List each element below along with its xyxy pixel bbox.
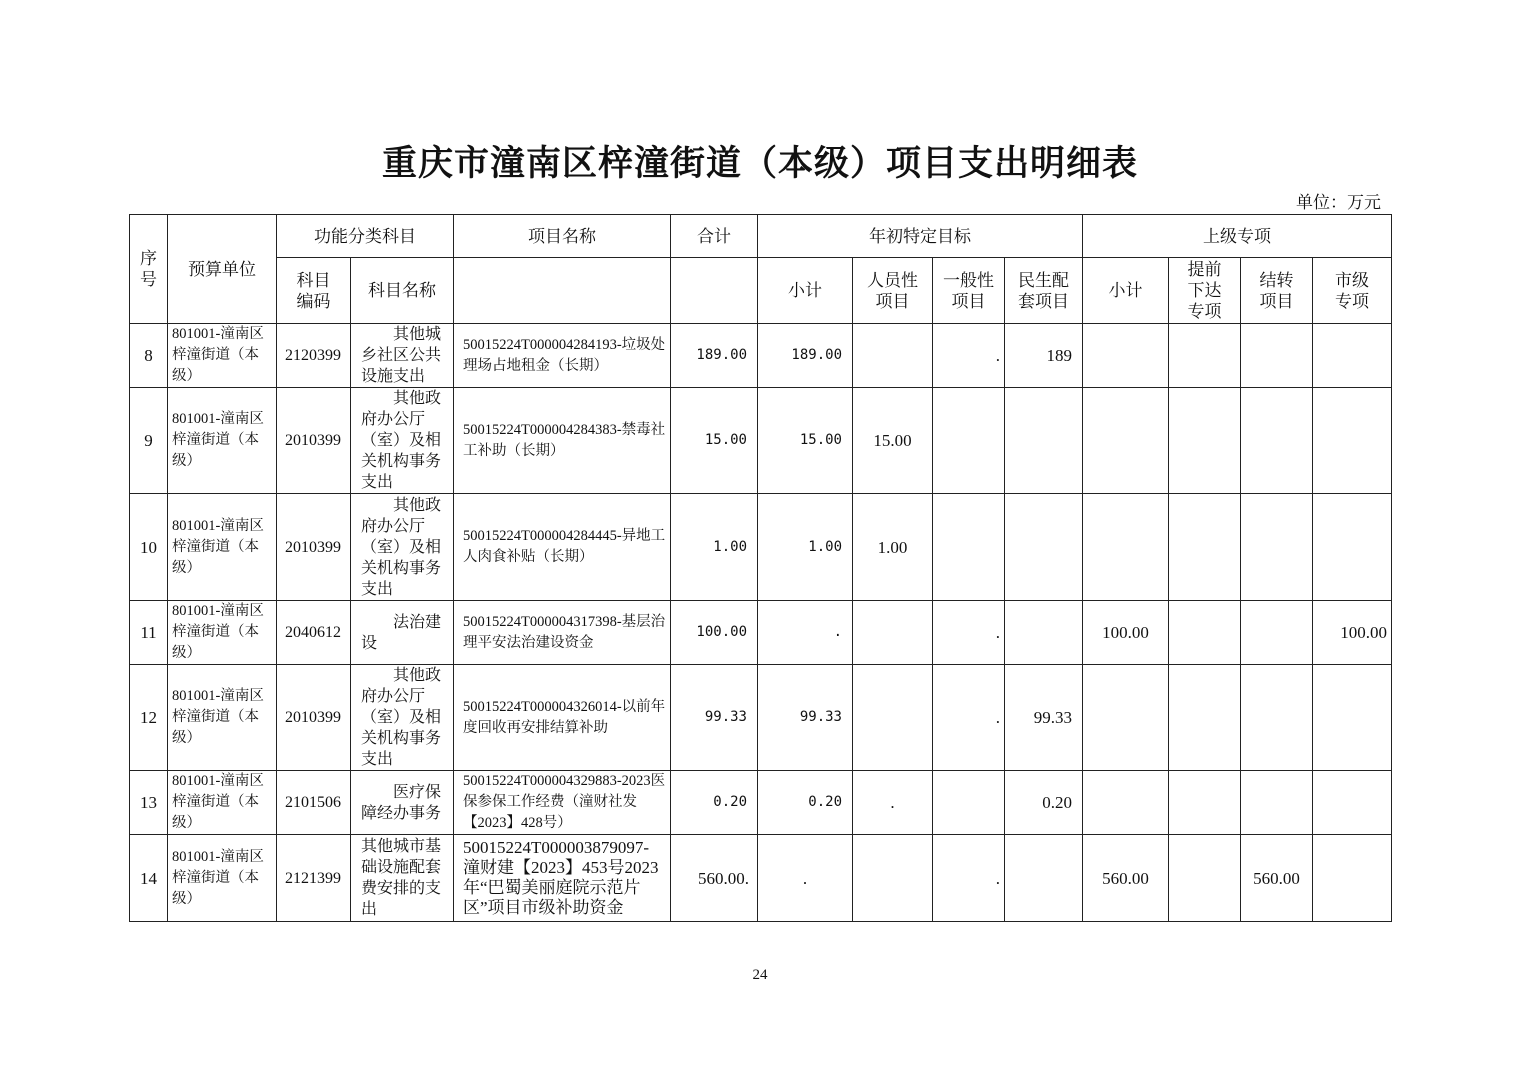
- row-special-subtotal: 15.00: [758, 388, 853, 494]
- row-carryover: [1241, 665, 1313, 771]
- row-upper-subtotal: [1083, 388, 1169, 494]
- row-project-name: 50015224T000004284383-禁毒社工补助（长期）: [454, 388, 671, 494]
- row-budget-unit: 801001-潼南区梓潼街道（本级）: [168, 665, 277, 771]
- row-city: [1313, 835, 1392, 922]
- row-subject-code: 2120399: [277, 324, 351, 388]
- row-total: 100.00: [671, 601, 758, 665]
- row-city: [1313, 388, 1392, 494]
- row-subject-name: 法治建设: [351, 601, 454, 665]
- row-carryover: [1241, 494, 1313, 601]
- page-number: 24: [752, 967, 768, 983]
- row-project-name: 50015224T000004329883-2023医保参保工作经费（潼财社发【2023】428号）: [454, 771, 671, 835]
- row-special-subtotal: 1.00: [758, 494, 853, 601]
- header-upper-special: 上级专项: [1083, 215, 1392, 258]
- row-city: [1313, 494, 1392, 601]
- row-subject-code: 2010399: [277, 665, 351, 771]
- row-livelihood: [1005, 494, 1083, 601]
- header-advance: 提前下达专项: [1169, 258, 1241, 324]
- row-carryover: [1241, 601, 1313, 665]
- table-row: [130, 771, 1392, 835]
- row-general: [933, 494, 1005, 601]
- row-seq: 13: [130, 771, 168, 835]
- row-subject-code: 2040612: [277, 601, 351, 665]
- row-advance: [1169, 601, 1241, 665]
- row-city: 100.00: [1313, 601, 1392, 665]
- row-total: 189.00: [671, 324, 758, 388]
- row-personnel: 1.00: [853, 494, 933, 601]
- project-expenditure-table: [129, 214, 1392, 922]
- row-city: [1313, 665, 1392, 771]
- row-total: 1.00: [671, 494, 758, 601]
- row-personnel: .: [853, 771, 933, 835]
- row-general: [933, 771, 1005, 835]
- header-livelihood: 民生配套项目: [1005, 258, 1083, 324]
- row-subject-name: 其他城市基础设施配套费安排的支出: [351, 835, 454, 922]
- row-budget-unit: 801001-潼南区梓潼街道（本级）: [168, 324, 277, 388]
- row-upper-subtotal: 560.00: [1083, 835, 1169, 922]
- header-upper-subtotal: 小计: [1083, 258, 1169, 324]
- table-row: [130, 601, 1392, 665]
- row-project-name: 50015224T000004284193-垃圾处理场占地租金（长期）: [454, 324, 671, 388]
- header-subject-name: 科目名称: [351, 258, 454, 324]
- row-project-name: 50015224T000004317398-基层治理平安法治建设资金: [454, 601, 671, 665]
- header-special-subtotal: 小计: [758, 258, 853, 324]
- table-row: [130, 835, 1392, 922]
- row-special-subtotal: .: [758, 601, 853, 665]
- row-general: .: [933, 665, 1005, 771]
- header-project-name: 项目名称: [454, 215, 671, 258]
- row-personnel: 15.00: [853, 388, 933, 494]
- row-total: 0.20: [671, 771, 758, 835]
- row-project-name: 50015224T000003879097-潼财建【2023】453号2023年“巴蜀美丽庭院示范片区”项目市级补助资金: [454, 835, 671, 922]
- row-general: .: [933, 835, 1005, 922]
- row-city: [1313, 324, 1392, 388]
- header-personnel: 人员性项目: [853, 258, 933, 324]
- row-upper-subtotal: [1083, 665, 1169, 771]
- row-personnel: [853, 665, 933, 771]
- row-budget-unit: 801001-潼南区梓潼街道（本级）: [168, 835, 277, 922]
- row-upper-subtotal: [1083, 771, 1169, 835]
- row-subject-name: 医疗保障经办事务: [351, 771, 454, 835]
- row-upper-subtotal: 100.00: [1083, 601, 1169, 665]
- row-personnel: [853, 835, 933, 922]
- row-seq: 14: [130, 835, 168, 922]
- row-budget-unit: 801001-潼南区梓潼街道（本级）: [168, 388, 277, 494]
- row-subject-code: 2010399: [277, 388, 351, 494]
- row-livelihood: 189: [1005, 324, 1083, 388]
- row-project-name: 50015224T000004326014-以前年度回收再安排结算补助: [454, 665, 671, 771]
- table-row: [130, 494, 1392, 601]
- row-special-subtotal: 0.20: [758, 771, 853, 835]
- row-general: .: [933, 601, 1005, 665]
- row-livelihood: [1005, 388, 1083, 494]
- row-carryover: [1241, 324, 1313, 388]
- row-carryover: 560.00: [1241, 835, 1313, 922]
- row-livelihood: 0.20: [1005, 771, 1083, 835]
- row-budget-unit: 801001-潼南区梓潼街道（本级）: [168, 601, 277, 665]
- header-general: 一般性项目: [933, 258, 1005, 324]
- row-advance: [1169, 771, 1241, 835]
- row-special-subtotal: 189.00: [758, 324, 853, 388]
- header-total-blank: [671, 258, 758, 324]
- row-subject-name: 其他城乡社区公共设施支出: [351, 324, 454, 388]
- row-seq: 10: [130, 494, 168, 601]
- row-subject-code: 2101506: [277, 771, 351, 835]
- row-advance: [1169, 324, 1241, 388]
- row-seq: 9: [130, 388, 168, 494]
- row-advance: [1169, 494, 1241, 601]
- table-row: [130, 388, 1392, 494]
- row-advance: [1169, 835, 1241, 922]
- row-special-subtotal: 99.33: [758, 665, 853, 771]
- row-project-name: 50015224T000004284445-异地工人肉食补贴（长期）: [454, 494, 671, 601]
- row-seq: 8: [130, 324, 168, 388]
- table-row: [130, 665, 1392, 771]
- row-seq: 11: [130, 601, 168, 665]
- header-function-class: 功能分类科目: [277, 215, 454, 258]
- row-general: .: [933, 324, 1005, 388]
- row-advance: [1169, 388, 1241, 494]
- table-row: [130, 324, 1392, 388]
- row-livelihood: [1005, 601, 1083, 665]
- header-subject-code: 科目编码: [277, 258, 351, 324]
- row-budget-unit: 801001-潼南区梓潼街道（本级）: [168, 494, 277, 601]
- row-subject-name: 其他政府办公厅（室）及相关机构事务支出: [351, 665, 454, 771]
- row-carryover: [1241, 771, 1313, 835]
- row-subject-name: 其他政府办公厅（室）及相关机构事务支出: [351, 388, 454, 494]
- row-total: 15.00: [671, 388, 758, 494]
- header-total: 合计: [671, 215, 758, 258]
- row-seq: 12: [130, 665, 168, 771]
- row-subject-name: 其他政府办公厅（室）及相关机构事务支出: [351, 494, 454, 601]
- row-carryover: [1241, 388, 1313, 494]
- row-personnel: [853, 324, 933, 388]
- row-subject-code: 2121399: [277, 835, 351, 922]
- unit-label: 单位：万元: [1296, 193, 1381, 212]
- header-project-name-blank: [454, 258, 671, 324]
- row-subject-code: 2010399: [277, 494, 351, 601]
- row-general: [933, 388, 1005, 494]
- row-upper-subtotal: [1083, 324, 1169, 388]
- header-seq: 序号: [130, 215, 168, 324]
- header-budget-unit: 预算单位: [168, 215, 277, 324]
- row-advance: [1169, 665, 1241, 771]
- row-total: 560.00.: [671, 835, 758, 922]
- row-livelihood: 99.33: [1005, 665, 1083, 771]
- header-city: 市级专项: [1313, 258, 1392, 324]
- row-upper-subtotal: [1083, 494, 1169, 601]
- row-city: [1313, 771, 1392, 835]
- row-personnel: [853, 601, 933, 665]
- header-carryover: 结转项目: [1241, 258, 1313, 324]
- page-title: 重庆市潼南区梓潼街道（本级）项目支出明细表: [381, 143, 1138, 184]
- row-total: 99.33: [671, 665, 758, 771]
- row-budget-unit: 801001-潼南区梓潼街道（本级）: [168, 771, 277, 835]
- row-livelihood: [1005, 835, 1083, 922]
- header-special-target: 年初特定目标: [758, 215, 1083, 258]
- row-special-subtotal: .: [758, 835, 853, 922]
